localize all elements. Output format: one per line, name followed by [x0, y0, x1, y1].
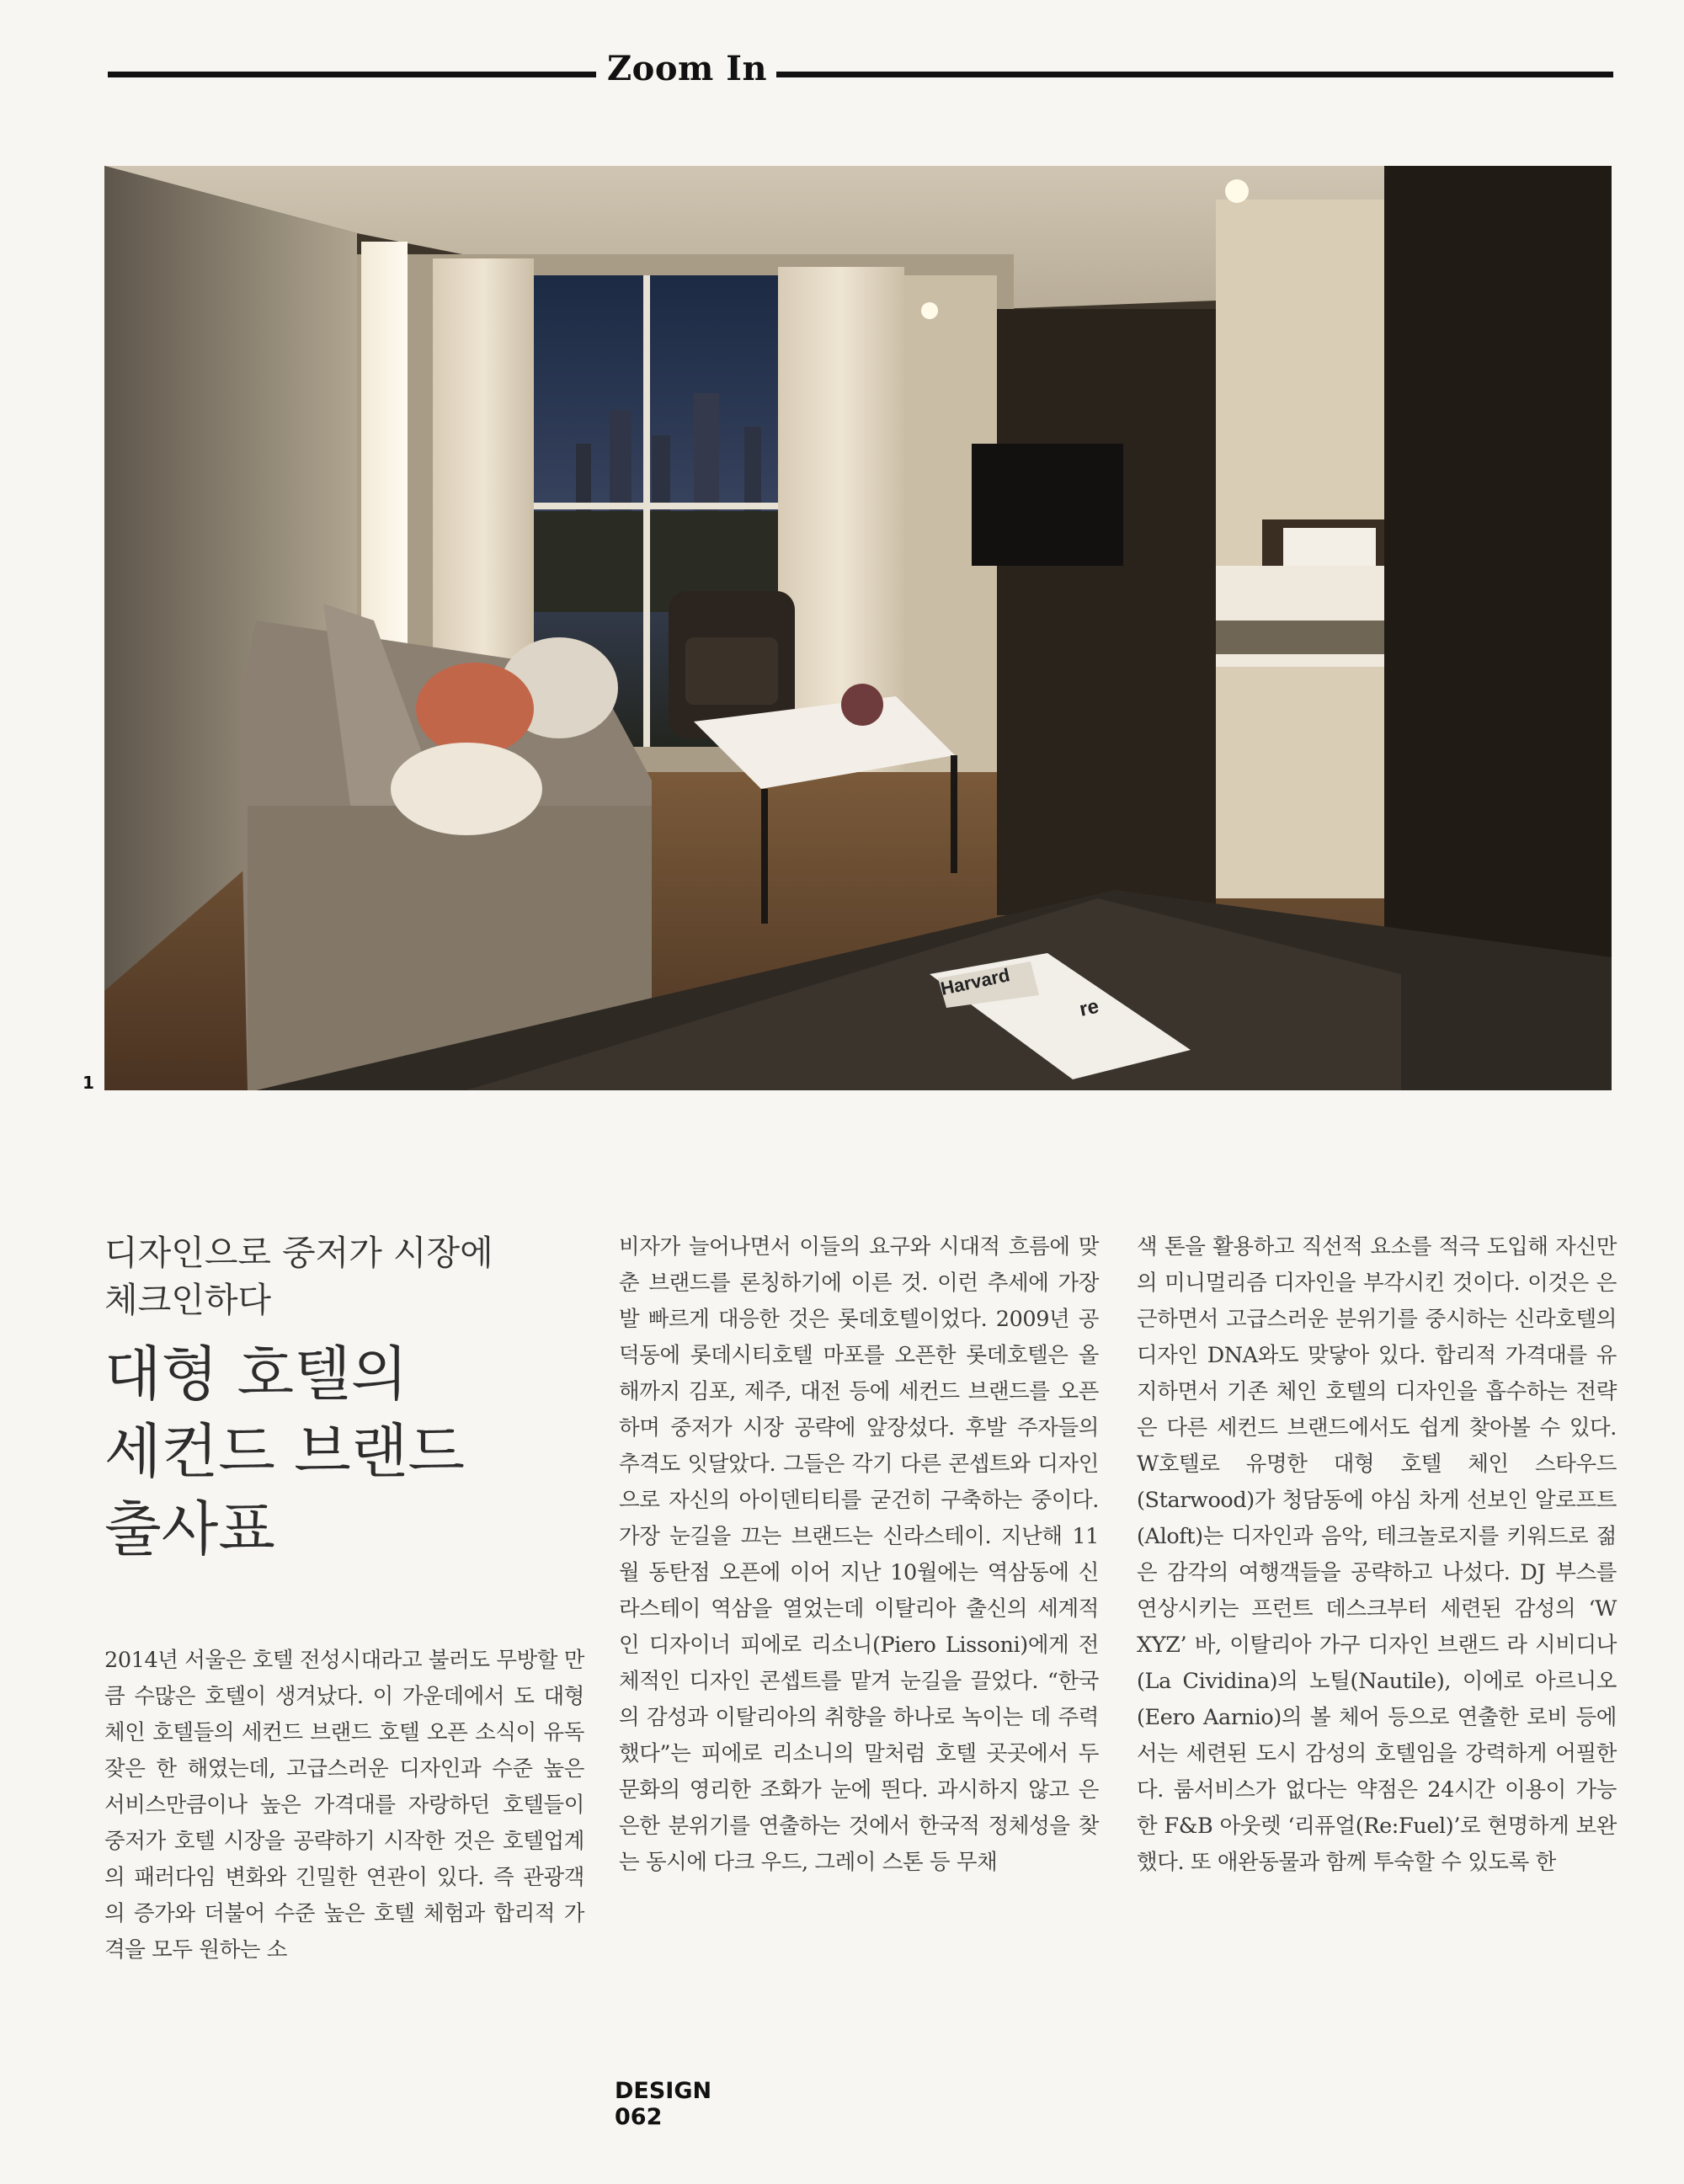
- header-rule-right: [776, 72, 1613, 77]
- body-column-1: 2014년 서울은 호텔 전성시대라고 불러도 무방할 만큼 수많은 호텔이 생겨났다. 이 가운데에서 도 대형 체인 호텔들의 세컨드 브랜드 호텔 오픈 소식이 유독 잦은 한 해였는데, 고급스러운 디자인과 수준 높은 서비스만큼이나 높은 가격대를 자랑하던 호텔들이 중저가 호텔 시장을 공략하기 시작한 것은 호텔업계의 패러다임 변화와 긴밀한 연관이 있다. 즉 관광객의 증가와 더불어 수준 높은 호텔 체험과 합리적 가격을 모두 원하는 소: [104, 1648, 584, 1963]
- section-title: Zoom In: [606, 49, 768, 88]
- magazine-cover-text: Harvard: [938, 964, 1012, 999]
- photo-number: 1: [83, 1073, 94, 1093]
- hotel-room-photo: [104, 166, 1612, 1090]
- magazine-fragment-text: re: [1077, 994, 1101, 1021]
- header-rule-left: [108, 72, 596, 77]
- article-title: 대형 호텔의 세컨드 브랜드 출사표: [104, 1340, 465, 1563]
- page-folio: DESIGN 062: [615, 2078, 712, 2130]
- body-column-2: 비자가 늘어나면서 이들의 요구와 시대적 흐름에 맞춘 브랜드를 론칭하기에 이른 것. 이런 추세에 가장 발 빠르게 대응한 것은 롯데호텔이었다. 2009년 공덕동에 롯데시티호텔 마포를 오픈한 롯데호텔은 올해까지 김포, 제주, 대전 등에 세컨드 브랜드를 오픈하며 중저가 시장 공략에 앞장섰다. 후발 주자들의 추격도 잇달았다. 그들은 각기 다른 콘셉트와 디자인으로 자신의 아이덴티티를 굳건히 구축하는 중이다. 가장 눈길을 끄는 브랜드는 신라스테이. 지난해 11월 동탄점 오픈에 이어 지난 10월에는 역삼동에 신라스테이 역삼을 열었는데 이탈리아 출신의 세계적인 디자이너 피에로 리소니(Piero Lissoni)에게 전체적인 디자인 콘셉트를 맡겨 눈길을 끌었다. “한국의 감성과 이탈리아의 취향을 하나로 녹이는 데 주력했다”는 피에로 리소니의 말처럼 호텔 곳곳에서 두 문화의 영리한 조화가 눈에 띈다. 과시하지 않고 은은한 분위기를 연출하는 것에서 한국적 정체성을 찾는 동시에 다크 우드, 그레이 스톤 등 무채: [619, 1234, 1099, 1875]
- article-subtitle: 디자인으로 중저가 시장에 체크인하다: [104, 1233, 493, 1320]
- body-column-3: 색 톤을 활용하고 직선적 요소를 적극 도입해 자신만의 미니멀리즘 디자인을 부각시킨 것이다. 이것은 은근하면서 고급스러운 분위기를 중시하는 신라호텔의 디자인 DNA와도 맞닿아 있다. 합리적 가격대를 유지하면서 기존 체인 호텔의 디자인을 흡수하는 전략은 다른 세컨드 브랜드에서도 쉽게 찾아볼 수 있다. W호텔로 유명한 대형 호텔 체인 스타우드(Starwood)가 청담동에 야심 차게 선보인 알로프트(Aloft)는 디자인과 음악, 테크놀로지를 키워드로 젊은 감각의 여행객들을 공략하고 나섰다. DJ 부스를 연상시키는 프런트 데스크부터 세련된 감성의 ‘W XYZ’ 바, 이탈리아 가구 디자인 브랜드 라 시비디나(La Cividina)의 노틸(Nautile), 이에로 아르니오(Eero Aarnio)의 볼 체어 등으로 연출한 로비 등에서는 세련된 도시 감성의 호텔임을 강력하게 어필한다. 룸서비스가 없다는 약점은 24시간 이용이 가능한 F&B 아웃렛 ‘리퓨얼(Re:Fuel)’로 현명하게 보완했다. 또 애완동물과 함께 투숙할 수 있도록 한: [1137, 1234, 1617, 1875]
